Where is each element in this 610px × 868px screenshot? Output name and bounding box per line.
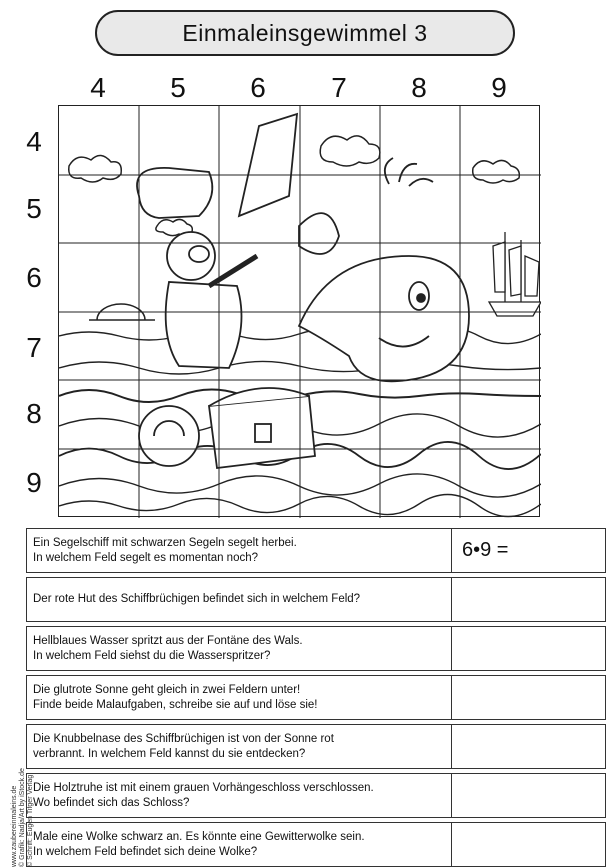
row-label-7: 7 xyxy=(26,332,42,363)
question-line: Wo befindet sich das Schloss? xyxy=(33,796,190,809)
column-label-8: 8 xyxy=(411,72,427,103)
question-text xyxy=(27,578,452,621)
question-text xyxy=(27,529,452,572)
credit-line: © Schrift: Eugen Tifger Verlag xyxy=(27,774,34,867)
question-line: Hellblaues Wasser spritzt aus der Fontäne des Wals. xyxy=(33,634,303,647)
question-text xyxy=(27,774,452,817)
credit-line: www.zaubereinmaleins.de xyxy=(11,785,18,867)
question-row xyxy=(26,528,606,573)
row-label-8: 8 xyxy=(26,398,42,429)
credit-line: © Grafik: Nadja/Art by iStock.de xyxy=(19,768,26,867)
question-line: verbrannt. In welchem Feld kannst du sie entdecken? xyxy=(33,747,306,760)
coloring-picture-grid xyxy=(58,105,540,517)
column-label-9: 9 xyxy=(491,72,507,103)
column-label-5: 5 xyxy=(170,72,186,103)
question-text xyxy=(27,823,452,866)
question-line: Male eine Wolke schwarz an. Es könnte eine Gewitterwolke sein. xyxy=(33,830,365,843)
answer-field[interactable] xyxy=(452,823,605,866)
answer-field[interactable] xyxy=(452,676,605,719)
sailing-ship-icon xyxy=(489,232,541,316)
answer-field[interactable] xyxy=(452,627,605,670)
column-label-7: 7 xyxy=(331,72,347,103)
question-text xyxy=(27,676,452,719)
question-row xyxy=(26,822,606,867)
question-row xyxy=(26,675,606,720)
question-line: Der rote Hut des Schiffbrüchigen befindet sich in welchem Feld? xyxy=(33,593,361,605)
question-row xyxy=(26,577,606,622)
question-row xyxy=(26,626,606,671)
question-line: In welchem Feld segelt es momentan noch? xyxy=(33,551,259,564)
question-line: Die glutrote Sonne geht gleich in zwei Feldern unter! xyxy=(33,683,301,696)
grid-lines xyxy=(59,106,541,518)
question-line: Die Holztruhe ist mit einem grauen Vorhängeschloss verschlossen. xyxy=(33,781,374,794)
title-banner xyxy=(95,10,515,56)
answer-field[interactable] xyxy=(452,725,605,768)
question-text xyxy=(27,627,452,670)
question-line: In welchem Feld befindet sich deine Wolke? xyxy=(33,845,258,858)
answer-field[interactable] xyxy=(452,774,605,817)
question-line: Die Knubbelnase des Schiffbrüchigen ist von der Sonne rot xyxy=(33,732,334,745)
question-line: Finde beide Malaufgaben, schreibe sie auf und löse sie! xyxy=(33,698,318,711)
question-line: In welchem Feld siehst du die Wasserspritzer? xyxy=(33,649,271,662)
row-label-5: 5 xyxy=(26,193,42,224)
coloring-picture xyxy=(59,106,541,518)
column-label-6: 6 xyxy=(250,72,266,103)
row-label-6: 6 xyxy=(26,262,42,293)
copyright-credit xyxy=(11,717,35,867)
whale-icon xyxy=(299,158,469,381)
question-row xyxy=(26,724,606,769)
answer-field[interactable] xyxy=(452,578,605,621)
question-line: Ein Segelschiff mit schwarzen Segeln segelt herbei. xyxy=(33,536,297,549)
column-label-4: 4 xyxy=(90,72,106,103)
answer-field[interactable]: 6•9 = xyxy=(462,539,509,561)
question-text xyxy=(27,725,452,768)
question-row xyxy=(26,773,606,818)
row-label-4: 4 xyxy=(26,126,42,157)
page-title: Einmaleinsgewimmel 3 xyxy=(182,19,428,46)
row-label-9: 9 xyxy=(26,467,42,498)
